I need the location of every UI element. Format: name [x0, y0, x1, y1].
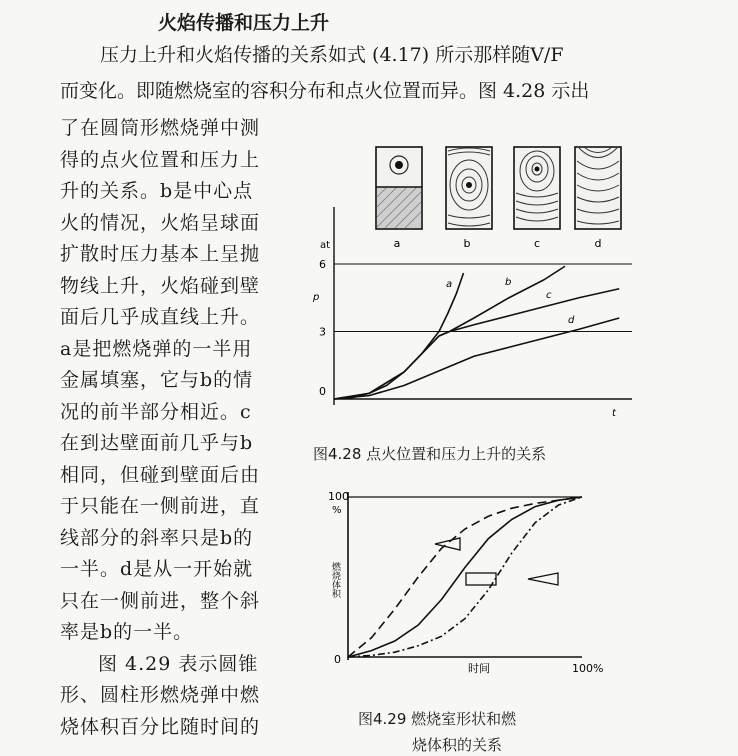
- curve-label-b: b: [505, 277, 512, 288]
- x-end-label: 100%: [572, 662, 604, 675]
- vessel-label-b: b: [463, 237, 471, 250]
- y-symbol-label: p: [313, 292, 320, 303]
- y-axis-title: 燃烧体积: [330, 562, 340, 598]
- column-line: 升的关系。b是中心点: [60, 180, 254, 202]
- column-line: 得的点火位置和压力上: [60, 148, 261, 171]
- column-line: 一半。d是从一开始就: [60, 558, 254, 580]
- column-line: 图 4.29 表示圆锥: [98, 652, 259, 675]
- figure-4-28: [300, 135, 640, 465]
- intro-line-2: 而变化。即随燃烧室的容积分布和点火位置而异。图 4.28 示出: [60, 80, 590, 102]
- column-line: 在到达壁面前几乎与b: [60, 432, 254, 454]
- column-line: 烧体积百分比随时间的: [60, 715, 261, 738]
- column-line: 火的情况，火焰呈球面: [60, 211, 261, 234]
- vessel-a-filled-half: [377, 187, 421, 228]
- column-line: a是把燃烧弹的一半用: [60, 337, 253, 360]
- x-axis-label: 时间: [468, 662, 490, 675]
- curve-solid: [348, 497, 582, 657]
- column-line: 只在一侧前进，整个斜: [60, 589, 261, 612]
- column-line: 于只能在一侧前进，直: [60, 495, 261, 517]
- vessel-c: [514, 147, 560, 229]
- vessel-label-a: a: [393, 237, 401, 250]
- vessel-diagrams: [376, 147, 621, 229]
- y-tick-6: 6: [319, 258, 326, 271]
- curve-dash-dot: [348, 497, 582, 657]
- column-line: 线部分的斜率只是b的: [60, 526, 254, 549]
- curve-d: [334, 318, 619, 399]
- column-line: 扩散时压力基本上呈抛: [60, 243, 261, 265]
- column-line: 形、圆柱形燃烧弹中燃: [60, 684, 261, 706]
- y-top-label: 100: [328, 490, 349, 503]
- y-tick-0: 0: [319, 385, 326, 398]
- column-line: 面后几乎成直线上升。: [60, 306, 261, 328]
- vessel-label-c: c: [533, 237, 541, 250]
- curve-c: [334, 289, 619, 399]
- reverse-cone-marker: [528, 573, 558, 585]
- cylinder-marker: [466, 573, 496, 585]
- cone-marker: [435, 538, 460, 550]
- curve-label-d: d: [568, 315, 575, 326]
- column-line: 物线上升，火焰碰到壁: [60, 274, 261, 297]
- section-title: 火焰传播和压力上升: [158, 12, 330, 34]
- figure-4-29-caption-line-1: 图4.29 燃烧室形状和燃: [358, 710, 517, 728]
- y-percent-label: %: [332, 505, 342, 516]
- curve-label-c: c: [546, 290, 552, 301]
- column-line: 况的前半部分相近。c: [60, 400, 252, 423]
- curve-dashed: [348, 497, 582, 657]
- column-line: 了在圆筒形燃烧弹中测: [60, 117, 261, 139]
- y-zero-label: 0: [334, 653, 341, 666]
- figure-4-29: [300, 480, 620, 690]
- column-line: 金属填塞，它与b的情: [60, 369, 254, 391]
- intro-line-1: 压力上升和火焰传播的关系如式 (4.17) 所示那样随V/F: [100, 44, 564, 66]
- y-tick-3: 3: [319, 325, 326, 339]
- figure-4-28-caption: 图4.28 点火位置和压力上升的关系: [313, 445, 547, 463]
- curve-label-a: a: [446, 279, 453, 290]
- figure-4-29-caption-line-2: 烧体积的关系: [412, 736, 503, 754]
- column-line: 率是b的一半。: [60, 621, 194, 643]
- y-unit-label: at: [320, 240, 331, 251]
- x-symbol-label: t: [612, 408, 616, 419]
- vessel-label-d: d: [594, 237, 602, 250]
- column-line: 相同，但碰到壁面后由: [60, 463, 261, 486]
- curve-a: [334, 273, 464, 399]
